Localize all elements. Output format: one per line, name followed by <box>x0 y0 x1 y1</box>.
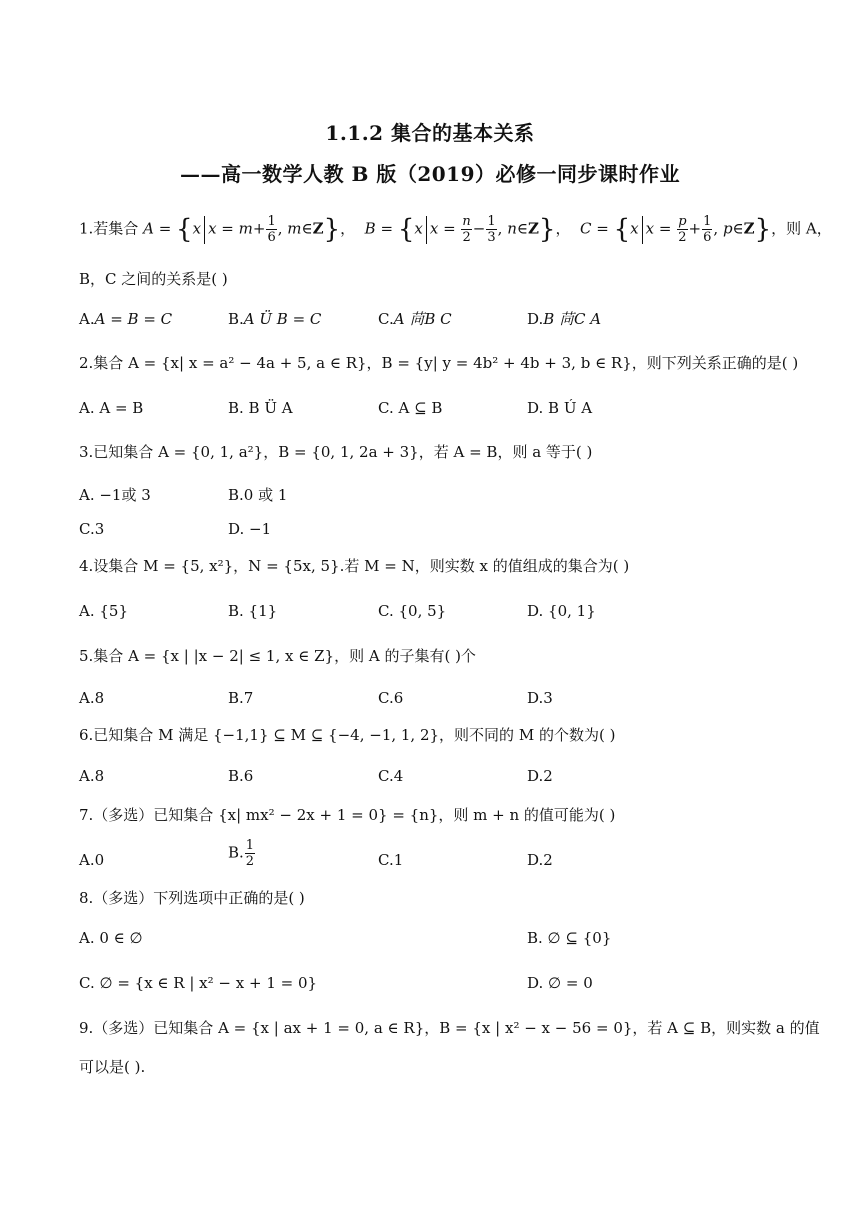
q8-option-b: B. ∅ ⊆ {0} <box>527 929 612 947</box>
page-title: 1.1.2 集合的基本关系 <box>325 121 535 145</box>
q2-option-c: C. A ⊆ B <box>378 399 443 417</box>
q6-option-a: A.8 <box>79 767 105 785</box>
q2-option-a: A. A = B <box>79 399 144 417</box>
question-3-stem: 3.已知集合 A = {0, 1, a²}，B = {0, 1, 2a + 3}，若 A = B，则 a 等于( ) <box>79 443 593 461</box>
q4-option-a: A. {5} <box>79 602 128 620</box>
page-subtitle: ——高一数学人教 B 版（2019）必修一同步课时作业 <box>180 162 680 186</box>
q8-option-d: D. ∅ = 0 <box>527 974 593 992</box>
q7-option-b: B. $\frac{1}{2}$ <box>228 838 255 869</box>
question-5-stem: 5.集合 A = {x | |x − 2| ≤ 1, x ∈ Z}，则 A 的子集有( )个 <box>79 647 476 665</box>
q4-option-d: D. {0, 1} <box>527 602 596 620</box>
question-2-stem: 2.集合 A = {x| x = a² − 4a + 5, a ∈ R}，B = {y| y = 4b² + 4b + 3, b ∈ R}，则下列关系正确的是( ) <box>79 354 799 372</box>
q6-option-c: C.4 <box>378 767 404 785</box>
q1-option-c: C.A 苘B C <box>378 310 452 328</box>
q1-tail: ，则 A， <box>771 219 832 238</box>
q5-option-c: C.6 <box>378 689 404 707</box>
question-9-stem: 9.（多选）已知集合 A = {x | ax + 1 = 0, a ∈ R}，B = {x | x² − x − 56 = 0}，若 A ⊆ B，则实数 a 的值 <box>79 1019 820 1037</box>
q1-option-d: D.B 苘C A <box>527 310 602 328</box>
q1-number: 1.若集合 <box>79 219 139 238</box>
q8-option-c: C. ∅ = {x ∈ R | x² − x + 1 = 0} <box>79 974 318 992</box>
q6-option-d: D.2 <box>527 767 553 785</box>
question-9-stem-line2: 可以是( ). <box>79 1058 146 1076</box>
q5-option-b: B.7 <box>228 689 254 707</box>
q3-option-a: A. −1或 3 <box>79 486 151 504</box>
q3-option-b: B.0 或 1 <box>228 486 288 504</box>
question-8-stem: 8.（多选）下列选项中正确的是( ) <box>79 889 305 907</box>
q3-option-c: C.3 <box>79 520 105 538</box>
question-1-stem-line2: B，C 之间的关系是( ) <box>79 270 228 288</box>
q2-option-b: B. B Ü A <box>228 399 293 417</box>
q7-option-a: A.0 <box>79 851 105 869</box>
q6-option-b: B.6 <box>228 767 254 785</box>
q7-option-d: D.2 <box>527 851 553 869</box>
q8-option-a: A. 0 ∈ ∅ <box>79 929 143 947</box>
q4-option-b: B. {1} <box>228 602 278 620</box>
q5-option-a: A.8 <box>79 689 105 707</box>
q7-option-c: C.1 <box>378 851 404 869</box>
question-6-stem: 6.已知集合 M 满足 {−1,1} ⊆ M ⊆ {−4, −1, 1, 2}，则不同的 M 的个数为( ) <box>79 726 616 744</box>
q3-option-d: D. −1 <box>228 520 272 538</box>
q4-option-c: C. {0, 5} <box>378 602 447 620</box>
question-4-stem: 4.设集合 M = {5, x²}，N = {5x, 5}.若 M = N，则实数 x 的值组成的集合为( ) <box>79 557 630 575</box>
question-7-stem: 7.（多选）已知集合 {x| mx² − 2x + 1 = 0} = {n}，则 m + n 的值可能为( ) <box>79 806 616 824</box>
question-1-stem: 1.若集合 A = {x x = m+ $\frac{1}{6}$ , m∈Z}， B = {x x = $\frac{n}{2}$ − $\frac{1}{3}$ , n∈Z}， C = {x x = $\frac{p}{2}$ + $\frac{1}{6}$ , p∈Z}，则 A， <box>79 214 832 245</box>
q5-option-d: D.3 <box>527 689 553 707</box>
q1-option-a: A.A = B = C <box>79 310 173 328</box>
q2-option-d: D. B Ú A <box>527 399 593 417</box>
q1-option-b: B.A Ü B = C <box>228 310 322 328</box>
